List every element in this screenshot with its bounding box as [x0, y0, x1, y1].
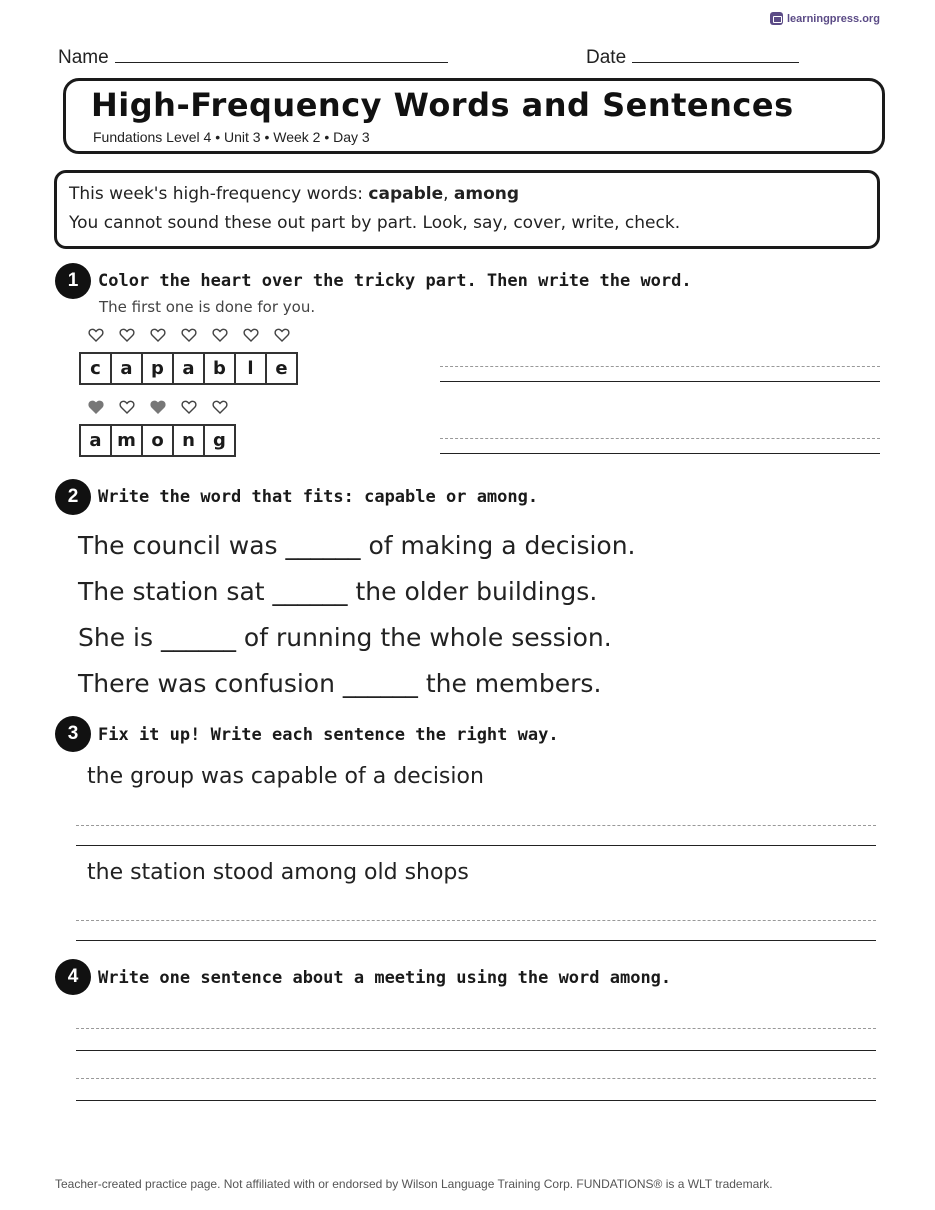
- word-tiles-1: [79, 352, 296, 385]
- name-line[interactable]: [115, 48, 448, 63]
- info-sep: ,: [443, 184, 454, 204]
- date-label: Date: [586, 47, 627, 68]
- letter-tile: [79, 352, 112, 385]
- letter: b: [213, 358, 226, 379]
- letter: m: [117, 430, 136, 451]
- letter: a: [120, 358, 133, 379]
- heart-icon[interactable]: [88, 399, 104, 415]
- heart-icon[interactable]: [119, 399, 135, 415]
- letter-tile: [265, 352, 298, 385]
- info-word-1: capable: [368, 184, 444, 204]
- q2-instruction: Write the word that fits: capable or among.: [98, 487, 539, 507]
- write-base-line[interactable]: [76, 1050, 876, 1051]
- heart-icon[interactable]: [181, 327, 197, 343]
- brand-name: learningpress.org: [787, 12, 880, 25]
- letter-tile: [234, 352, 267, 385]
- heart-icon[interactable]: [119, 327, 135, 343]
- q1-subtext: The first one is done for you.: [99, 298, 316, 316]
- write-guide-line[interactable]: [440, 366, 880, 367]
- letter: p: [151, 358, 164, 379]
- write-base-line[interactable]: [76, 1100, 876, 1101]
- question-number-2: 2: [55, 479, 91, 515]
- page-title: High-Frequency Words and Sentences: [91, 86, 794, 124]
- heart-icon[interactable]: [150, 399, 166, 415]
- letter: n: [182, 430, 195, 451]
- letter-tile: [172, 352, 205, 385]
- heart-icon[interactable]: [88, 327, 104, 343]
- fill-sentence[interactable]: She is ______ of running the whole session.: [78, 623, 612, 652]
- letter: e: [275, 358, 288, 379]
- letter-tile: [141, 424, 174, 457]
- heart-icon[interactable]: [150, 327, 166, 343]
- letter-tile: [203, 424, 236, 457]
- question-number-1: 1: [55, 263, 91, 299]
- letter: a: [182, 358, 195, 379]
- write-guide-line[interactable]: [440, 438, 880, 439]
- fix-sentence: the group was capable of a decision: [87, 764, 484, 789]
- write-base-line[interactable]: [440, 381, 880, 382]
- fill-sentence[interactable]: The council was ______ of making a decision.: [78, 531, 636, 560]
- letter-tile: [110, 352, 143, 385]
- info-word-2: among: [453, 184, 520, 204]
- fill-sentence[interactable]: There was confusion ______ the members.: [78, 669, 602, 698]
- footer-disclaimer: Teacher-created practice page. Not affiliated with or endorsed by Wilson Language Training Corp. FUNDATIONS® is a WLT trademark.: [55, 1177, 773, 1191]
- letter: o: [151, 430, 164, 451]
- date-field[interactable]: [586, 47, 799, 69]
- info-box: [54, 170, 880, 249]
- letter-tile: [172, 424, 205, 457]
- page-subtitle: Fundations Level 4 • Unit 3 • Week 2 • Day 3: [93, 129, 370, 145]
- heart-icon[interactable]: [181, 399, 197, 415]
- heart-icon[interactable]: [243, 327, 259, 343]
- write-guide-line[interactable]: [76, 1028, 876, 1029]
- letter: a: [89, 430, 102, 451]
- name-field[interactable]: [58, 47, 448, 69]
- letter: l: [247, 358, 254, 379]
- word-tiles-2: [79, 424, 234, 457]
- letter-tile: [110, 424, 143, 457]
- q3-instruction: Fix it up! Write each sentence the right way.: [98, 725, 559, 745]
- letter: c: [90, 358, 101, 379]
- write-base-line[interactable]: [76, 940, 876, 941]
- info-instructions: You cannot sound these out part by part. Look, say, cover, write, check.: [69, 213, 681, 233]
- fix-sentence: the station stood among old shops: [87, 860, 469, 885]
- letter-tile: [141, 352, 174, 385]
- letter-tile: [79, 424, 112, 457]
- question-number-4: 4: [55, 959, 91, 995]
- write-guide-line[interactable]: [76, 825, 876, 826]
- q1-instruction: Color the heart over the tricky part. Then write the word.: [98, 271, 692, 291]
- heart-icon[interactable]: [212, 399, 228, 415]
- name-label: Name: [58, 47, 109, 68]
- brand-logo: [770, 12, 880, 25]
- heart-icon[interactable]: [274, 327, 290, 343]
- write-guide-line[interactable]: [76, 1078, 876, 1079]
- letter-tile: [203, 352, 236, 385]
- write-base-line[interactable]: [440, 453, 880, 454]
- write-base-line[interactable]: [76, 845, 876, 846]
- heart-icon[interactable]: [212, 327, 228, 343]
- info-prefix: This week's high-frequency words:: [69, 184, 369, 204]
- fill-sentence[interactable]: The station sat ______ the older buildings.: [78, 577, 598, 606]
- info-words-line: [69, 184, 519, 204]
- q4-instruction: Write one sentence about a meeting using the word among.: [98, 968, 672, 988]
- write-guide-line[interactable]: [76, 920, 876, 921]
- question-number-3: 3: [55, 716, 91, 752]
- book-icon: [770, 12, 783, 25]
- date-line[interactable]: [632, 48, 799, 63]
- letter: g: [213, 430, 226, 451]
